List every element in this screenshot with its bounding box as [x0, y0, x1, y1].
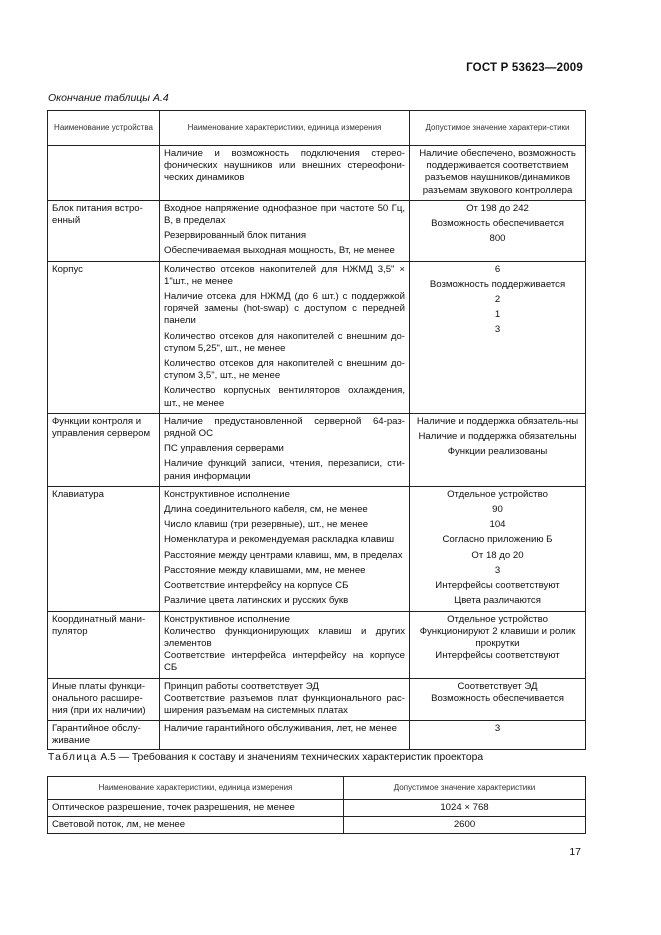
value-text: Наличие и поддержка обязатель-ны — [416, 415, 579, 427]
value-cell — [410, 611, 586, 678]
value-text: 104 — [489, 519, 506, 531]
characteristic-text: Расстояние между центрами клавиш, мм, в пределах — [164, 549, 403, 561]
table-a5-caption-word: Таблица — [48, 752, 98, 763]
value-text: Соответствует ЭД Возможность обеспечивается — [431, 680, 564, 704]
characteristic-text: Обеспечиваемая выходная мощность, Вт, не менее — [164, 245, 395, 257]
table-row — [48, 800, 586, 817]
characteristic-text: Наличие отсека для НЖМД (до 6 шт.) с поддержкой горячей замены (hot-swap) с доступом с передней панели — [164, 291, 405, 327]
value-cell: 1024 × 768 — [344, 800, 586, 817]
characteristic-text: Количество отсеков накопителей для НЖМД 3,5" × 1"шт., не менее — [164, 263, 405, 287]
characteristic-cell — [160, 261, 410, 413]
value-text: 2 — [494, 294, 501, 306]
value-cell — [410, 486, 586, 611]
value-text: 3 — [494, 564, 501, 576]
value-text: От 18 до 20 — [471, 549, 524, 561]
value-text: 3 — [494, 324, 501, 336]
table-row — [48, 611, 586, 678]
characteristic-text: Количество отсеков для накопителей с внешним до-ступом 3,5", шт., не менее — [164, 358, 405, 382]
device-cell: Блок питания встро-енный — [48, 200, 160, 261]
characteristic-cell: Оптическое разрешение, точек разрешения, не менее — [48, 800, 344, 817]
table-row — [48, 486, 586, 611]
characteristic-text: Принцип работы соответствует ЭД Соответствие разъемов плат функционального рас-ширения разъемам на системных платах — [164, 680, 405, 716]
characteristic-text: Наличие и возможность подключения стерео-фонических наушников или внешних стереофони-ческих динамиков — [164, 148, 405, 184]
value-text: 3 — [494, 723, 501, 735]
characteristic-text: Конструктивное исполнение Количество функционирующих клавиш и других элементов Соответствие интерфейса интерфейсу на корпусе СБ — [164, 613, 405, 674]
characteristic-text: Наличие предустановленной серверной 64-раз-рядной ОС — [164, 415, 405, 440]
value-text: Наличие и поддержка обязательны — [418, 431, 577, 443]
characteristic-text: Длина соединительного кабеля, см, не менее — [164, 504, 368, 516]
characteristic-text: Количество отсеков для накопителей с внешним до-ступом 5,25", шт., не менее — [164, 330, 405, 354]
table-a4 — [47, 110, 586, 750]
value-text: Наличие обеспечено, возможность поддерживается соответствием разъемов наушников/динамиков разъемам звукового контроллера — [419, 148, 576, 196]
table-a5-caption-text: А.5 — Требования к составу и значениям технических характеристик проектора — [100, 752, 484, 763]
characteristic-text: Соответствие интерфейсу на корпусе СБ — [164, 580, 349, 592]
table-a4-header-row — [48, 111, 586, 146]
value-text: Согласно приложению Б — [442, 534, 553, 546]
value-text: От 198 до 242 — [466, 202, 529, 214]
table-row — [48, 146, 586, 201]
device-cell — [48, 146, 160, 201]
table-row — [48, 678, 586, 721]
value-text: Возможность поддерживается — [429, 278, 566, 290]
value-text: 1 — [494, 309, 501, 321]
document-code: ГОСТ Р 53623—2009 — [466, 62, 583, 74]
device-cell: Функции контроля и управления сервером — [48, 413, 160, 486]
value-cell — [410, 678, 586, 721]
characteristic-text: Различие цвета латинских и русских букв — [164, 595, 349, 607]
page-number: 17 — [569, 846, 581, 858]
characteristic-text: ПС управления серверами — [164, 443, 284, 455]
device-cell: Координатный мани-пулятор — [48, 611, 160, 678]
characteristic-text: Количество корпусных вентиляторов охлаждения, шт., не менее — [164, 385, 405, 409]
value-cell — [410, 146, 586, 201]
device-cell: Иные платы функци-онального расшире-ния (при их наличии) — [48, 678, 160, 721]
device-cell: Клавиатура — [48, 486, 160, 611]
value-text: Функции реализованы — [447, 446, 548, 458]
value-text: Возможность обеспечивается — [431, 218, 564, 230]
characteristic-cell — [160, 611, 410, 678]
value-text: Отдельное устройство — [447, 488, 548, 500]
a5-header-characteristic: Наименование характеристики, единица измерения — [48, 777, 344, 800]
characteristic-text: Число клавиш (три резервные), шт., не менее — [164, 519, 369, 531]
characteristic-cell — [160, 146, 410, 201]
characteristic-cell — [160, 413, 410, 486]
characteristic-text: Конструктивное исполнение — [164, 488, 290, 500]
characteristic-text: Резервированный блок питания — [164, 230, 307, 242]
table-row — [48, 413, 586, 486]
table-continuation-caption: Окончание таблицы А.4 — [48, 92, 169, 104]
value-text: Отдельное устройство Функционируют 2 клавиши и ролик прокрутки Интерфейсы соответствуют — [419, 613, 576, 662]
header-characteristic: Наименование характеристики, единица измерения — [160, 111, 410, 146]
table-row — [48, 200, 586, 261]
table-row — [48, 817, 586, 834]
device-cell: Корпус — [48, 261, 160, 413]
table-row — [48, 261, 586, 413]
header-value: Допустимое значение характери-стики — [410, 111, 586, 146]
table-a5-caption — [48, 752, 483, 763]
characteristic-text: Номенклатура и рекомендуемая раскладка клавиш — [164, 534, 395, 546]
characteristic-cell — [160, 721, 410, 749]
value-text: 6 — [494, 263, 501, 275]
characteristic-text: Расстояние между клавишами, мм, не менее — [164, 564, 366, 576]
value-text: 800 — [489, 233, 506, 245]
table-row — [48, 721, 586, 749]
value-cell — [410, 721, 586, 749]
characteristic-cell — [160, 486, 410, 611]
table-a5-header-row — [48, 777, 586, 800]
characteristic-text: Входное напряжение однофазное при частоте 50 Гц, В, в пределах — [164, 202, 405, 227]
characteristic-cell — [160, 678, 410, 721]
device-cell: Гарантийное обслу-живание — [48, 721, 160, 749]
characteristic-text: Наличие функций записи, чтения, перезаписи, сти-рания информации — [164, 458, 405, 482]
value-text: Цвета различаются — [454, 595, 541, 607]
value-cell — [410, 261, 586, 413]
characteristic-cell — [160, 200, 410, 261]
a5-header-value: Допустимое значение характеристики — [344, 777, 586, 800]
table-a5 — [47, 776, 586, 834]
table-a5-body — [48, 800, 586, 834]
table-a4-body — [48, 146, 586, 750]
header-device: Наименование устройства — [48, 111, 160, 146]
value-cell: 2600 — [344, 817, 586, 834]
value-text: Интерфейсы соответствуют — [435, 580, 560, 592]
value-text: 90 — [492, 504, 503, 516]
value-cell — [410, 200, 586, 261]
characteristic-text: Наличие гарантийного обслуживания, лет, не менее — [164, 723, 397, 735]
value-cell — [410, 413, 586, 486]
characteristic-cell: Световой поток, лм, не менее — [48, 817, 344, 834]
